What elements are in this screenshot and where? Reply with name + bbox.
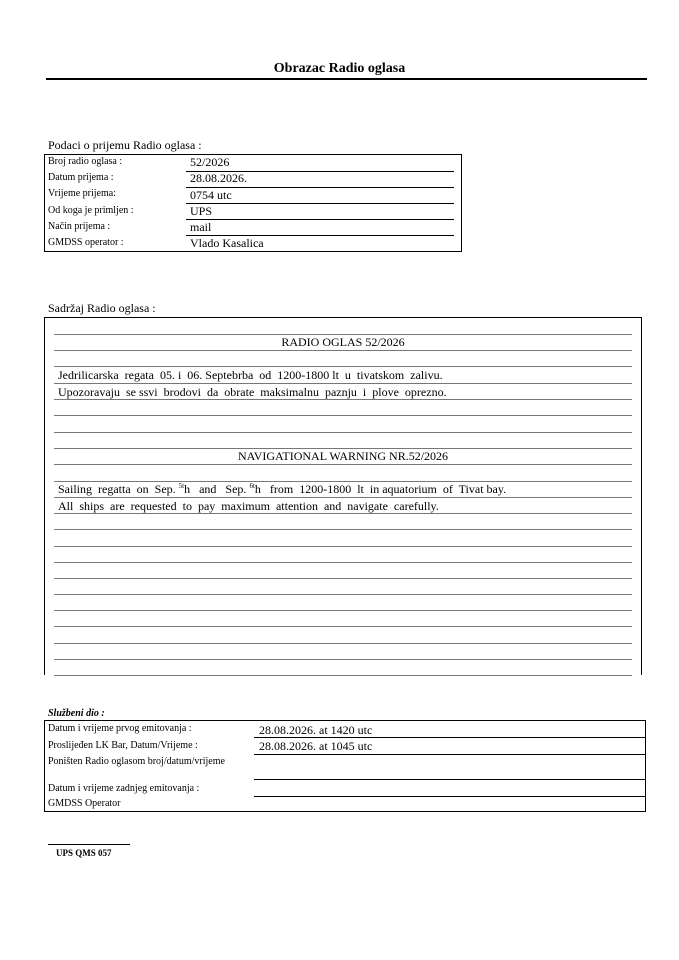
receipt-label-date: Datum prijema :: [48, 172, 114, 183]
official-value-first-broadcast: 28.08.2026. at 1420 utc: [259, 723, 373, 737]
official-label-operator: GMDSS Operator: [48, 798, 121, 809]
official-rule: [254, 737, 646, 738]
official-heading: Službeni dio :: [48, 708, 105, 719]
receipt-value-time: 0754 utc: [190, 188, 232, 202]
page-title: Obrazac Radio oglasa: [273, 61, 406, 76]
content-rule: [54, 529, 632, 530]
receipt-rule: [186, 219, 454, 220]
form-code: UPS QMS 057: [56, 848, 112, 858]
content-rule: [54, 578, 632, 579]
receipt-value-number: 52/2026: [190, 155, 230, 169]
nav-warning-line-1: Sailing regatta on Sep. $^{5t}$h and Sep. $^{6t}$h from 1200-1800 lt in aquatorium of Tivat bay.: [58, 482, 507, 496]
content-rule: [54, 562, 632, 563]
content-rule: [54, 415, 632, 416]
content-rule: [54, 675, 632, 676]
title-divider: [46, 78, 647, 80]
receipt-heading: Podaci o prijemu Radio oglasa :: [48, 138, 202, 152]
receipt-label-from: Od koga je primljen :: [48, 205, 134, 216]
official-rule: [254, 779, 646, 780]
content-rule: [54, 497, 632, 498]
receipt-rule: [186, 203, 454, 204]
content-rule: [54, 610, 632, 611]
content-heading: Sadržaj Radio oglasa :: [48, 301, 156, 315]
content-rule: [54, 659, 632, 660]
receipt-label-method: Način prijema :: [48, 221, 111, 232]
official-label-forwarded: Proslijeđen LK Bar, Datum/Vrijeme :: [48, 740, 198, 751]
official-rule: [254, 796, 646, 797]
content-rule: [54, 513, 632, 514]
receipt-label-operator: GMDSS operator :: [48, 237, 124, 248]
receipt-value-from: UPS: [190, 204, 213, 218]
footer-divider: [48, 844, 130, 845]
content-rule: [54, 594, 632, 595]
content-rule: [54, 350, 632, 351]
official-value-forwarded: 28.08.2026. at 1045 utc: [259, 739, 373, 753]
content-rule: [54, 383, 632, 384]
content-rule: [54, 464, 632, 465]
receipt-label-time: Vrijeme prijema:: [48, 188, 116, 199]
receipt-value-method: mail: [190, 220, 212, 234]
content-rule: [54, 432, 632, 433]
receipt-label-number: Broj radio oglasa :: [48, 156, 123, 167]
content-rule: [54, 643, 632, 644]
content-rule: [54, 366, 632, 367]
nav-warning-title: NAVIGATIONAL WARNING NR.52/2026: [237, 449, 449, 463]
receipt-value-operator: Vlado Kasalica: [190, 236, 264, 250]
official-label-cancelled: Poništen Radio oglasom broj/datum/vrijeme: [48, 756, 225, 767]
receipt-value-date: 28.08.2026.: [190, 171, 247, 185]
content-rule: [54, 399, 632, 400]
nav-warning-line-2: All ships are requested to pay maximum attention and navigate carefully.: [58, 499, 439, 513]
official-rule: [254, 754, 646, 755]
local-warning-line-2: Upozoravaju se ssvi brodovi da obrate maksimalnu paznju i plove oprezno.: [58, 385, 447, 399]
content-rule: [54, 626, 632, 627]
content-rule: [54, 546, 632, 547]
official-label-last-broadcast: Datum i vrijeme zadnjeg emitovanja :: [48, 783, 200, 794]
local-warning-line-1: Jedrilicarska regata 05. i 06. Septebrba od 1200-1800 lt u tivatskom zalivu.: [58, 368, 443, 382]
official-label-first-broadcast: Datum i vrijeme prvog emitovanja :: [48, 723, 192, 734]
local-warning-title: RADIO OGLAS 52/2026: [281, 335, 405, 349]
